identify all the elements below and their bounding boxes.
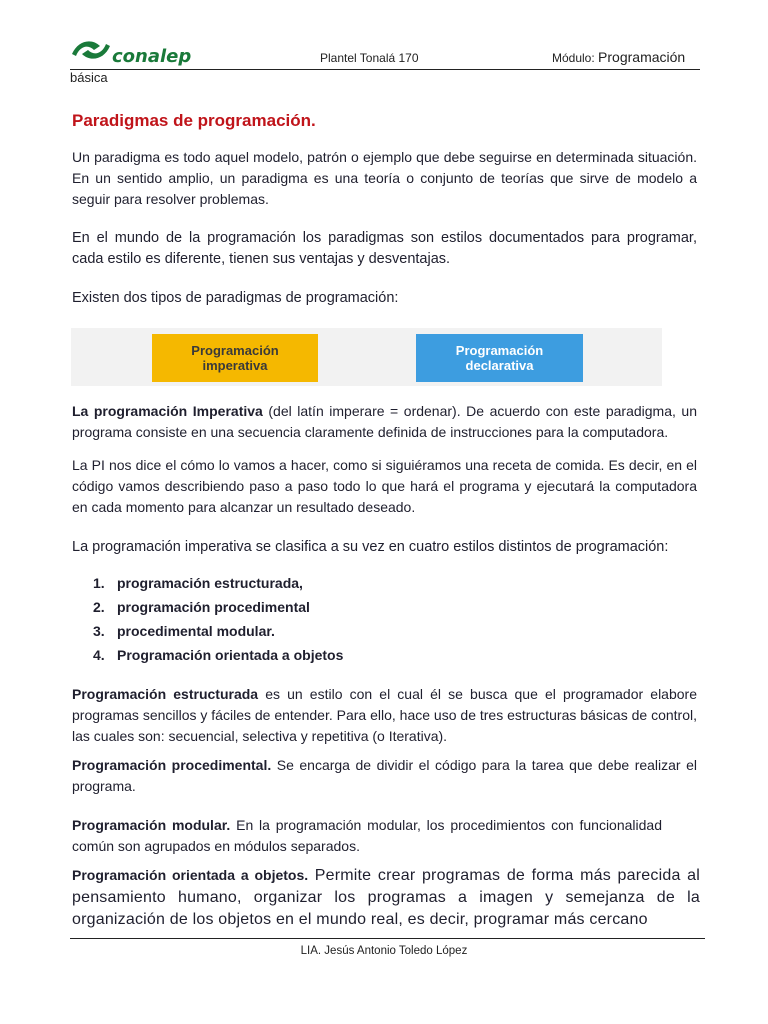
footer-divider: [70, 938, 705, 939]
structured-term: Programación estructurada: [72, 686, 259, 702]
paragraph-procedural: [72, 755, 697, 797]
modular-term: Programación modular.: [72, 817, 231, 833]
module-label: Módulo:: [552, 51, 595, 65]
paragraph-programming-world: En el mundo de la programación los paradigmas son estilos documentados para programar, cada estilo es diferente, tienen sus ventajas y desventajas.: [72, 230, 697, 267]
imperative-chip-label: Programación imperativa: [191, 343, 279, 373]
paragraph-pi: La PI nos dice el cómo lo vamos a hacer, como si siguiéramos una receta de comida. Es decir, en el código vamos describiendo paso a paso todo lo que hará el programa y ejecutará la computadora en cada momento para alcanzar un resultado deseado.: [72, 457, 697, 515]
header-module: [552, 49, 685, 65]
header-divider: [70, 69, 700, 70]
module-value-wrap: básica: [70, 70, 108, 85]
paragraph-definition: Un paradigma es todo aquel modelo, patrón o ejemplo que debe seguirse en determinada situación. En un sentido amplio, un paradigma es una teoría o conjunto de teorías que sirve de modelo a seguir para resolver problemas.: [72, 149, 697, 207]
declarative-chip-label: Programación declarativa: [455, 343, 544, 373]
procedural-term: Programación procedimental.: [72, 757, 272, 773]
list-item: 2. programación procedimental: [93, 599, 310, 615]
page-title: Paradigmas de programación.: [72, 111, 316, 130]
styles-list: [93, 571, 343, 667]
paragraph-modular: [72, 815, 662, 857]
declarative-chip: [416, 334, 583, 382]
oop-term: Programación orientada a objetos.: [72, 867, 309, 883]
conalep-logo-icon: [70, 34, 114, 66]
list-item: 1. programación estructurada,: [93, 575, 303, 591]
paragraph-classification: La programación imperativa se clasifica a su vez en cuatro estilos distintos de programación:: [72, 539, 669, 555]
footer-author: LIA. Jesús Antonio Toledo López: [300, 945, 468, 957]
header-campus: Plantel Tonalá 170: [320, 51, 419, 65]
imperative-text: (del latín imperare = ordenar). De acuerdo con este paradigma, un programa consiste en una secuencia claramente definida de instrucciones para la computadora.: [72, 403, 697, 440]
list-item: 4. Programación orientada a objetos: [93, 647, 344, 663]
procedural-text: Se encarga de dividir el código para la tarea que debe realizar el programa.: [72, 757, 698, 794]
paragraph-two-types: Existen dos tipos de paradigmas de programación:: [72, 290, 399, 306]
module-value: Programación: [598, 49, 686, 65]
paragraph-imperative: [72, 401, 697, 443]
conalep-logo: [70, 34, 200, 68]
paragraph-structured: [72, 684, 697, 747]
modular-text: En la programación modular, los procedimientos con funcionalidad común son agrupados en módulos separados.: [72, 817, 662, 854]
imperative-chip: [152, 334, 318, 382]
oop-text: Permite crear programas de forma más parecida al pensamiento humano, organizar los programas a imagen y semejanza de la organización de los objetos en el mundo real, es decir, programar más cercano: [72, 867, 700, 928]
paradigm-types-banner: [71, 328, 662, 386]
imperative-term: La programación Imperativa: [72, 403, 263, 419]
paragraph-oop: [72, 865, 700, 931]
logo-text: conalep: [112, 46, 192, 67]
structured-text: es un estilo con el cual él se busca que el programador elabore programas sencillos y fáciles de entender. Para ello, hace uso de tres estructuras básicas de control, las cuales son: secuencial, selectiva y repetitiva (o Iterativa).: [72, 686, 697, 744]
list-item: 3. procedimental modular.: [93, 623, 275, 639]
